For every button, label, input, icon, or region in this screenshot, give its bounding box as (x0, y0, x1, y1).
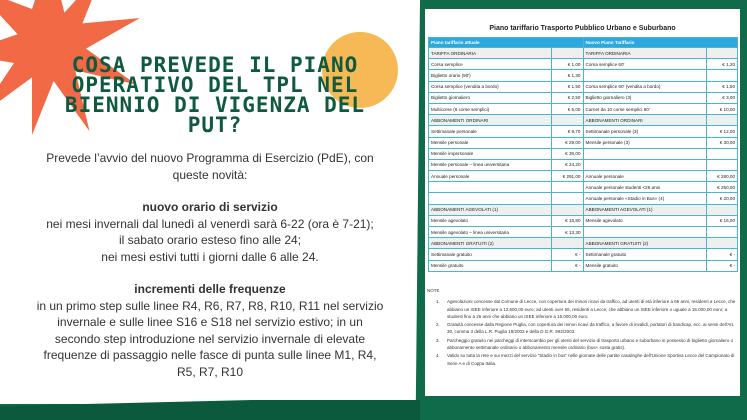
price-current: € - (552, 260, 584, 271)
label-new (583, 70, 706, 81)
price-new: € 280,00 (706, 171, 738, 182)
label-new (583, 227, 706, 238)
label-current: Biglietto giornaliero (429, 92, 552, 103)
price-new: € - (706, 249, 738, 260)
label-new: Corsa semplice 60' (583, 59, 706, 70)
price-current: € 291,00 (552, 171, 584, 182)
price-new: € 16,00 (706, 215, 738, 226)
price-current: € 29,00 (552, 137, 584, 148)
table-row (429, 215, 738, 226)
table-row (429, 81, 738, 92)
label-new: Settimanale personale (3) (583, 126, 706, 137)
price-current: € 36,00 (552, 148, 584, 159)
price-new: € - (706, 260, 738, 271)
label-current: Biglietto orario (90') (429, 70, 552, 81)
notes-heading: NOTE (427, 288, 440, 293)
label-new: Mensile gratuito (583, 260, 706, 271)
price-new: € 10,00 (706, 103, 738, 114)
table-row (429, 59, 738, 70)
label-new (583, 148, 706, 159)
table-row (429, 227, 738, 238)
price-current: € 24,20 (552, 159, 584, 170)
price-new (706, 159, 738, 170)
label-current: Mensile agevolato (429, 215, 552, 226)
table-row (429, 126, 738, 137)
label-new (583, 159, 706, 170)
label-current: Corsa semplice (429, 59, 552, 70)
header-new: Nuovo Piano Tariffario (583, 38, 738, 48)
price-new: € 3,00 (706, 92, 738, 103)
table-row (429, 260, 738, 271)
label-current: Mensile personale (429, 137, 552, 148)
notes (427, 287, 737, 368)
note-item: 3. Parcheggio gratuito nei parcheggi di interscambio per gli utenti del servizio di trasporto urbano e suburbano in possesso di biglietto giornaliero o abbonamento settimanale ordinario o abbonamento mensile ordinario (bus+ sosta gratis). (441, 337, 737, 352)
label-new: ABBONAMENTI AGEVOLATI (1) (583, 204, 706, 215)
price-new: € 250,00 (706, 182, 738, 193)
price-current (552, 48, 584, 59)
price-new (706, 48, 738, 59)
table-row (429, 148, 738, 159)
header-current: Piano tariffario attuale (429, 38, 584, 48)
label-new: TARIFFA ORDINARIA (583, 48, 706, 59)
table-row (429, 182, 738, 193)
price-current: € - (552, 249, 584, 260)
table-row (429, 238, 738, 249)
tariff-table (428, 37, 738, 272)
label-new: Mensile agevolato (583, 215, 706, 226)
tariff-card (425, 9, 740, 396)
label-current (429, 182, 552, 193)
label-new: Biglietto giornaliero (3) (583, 92, 706, 103)
section2-heading: incrementi delle frequenze (134, 282, 286, 296)
label-current: Annuale personale (429, 171, 552, 182)
price-new (706, 238, 738, 249)
intro-text: Prevede l’avvio del nuovo Programma di Esercizio (PdE), con queste novità: (46, 151, 374, 182)
price-new (706, 148, 738, 159)
table-row (429, 115, 738, 126)
table-row (429, 204, 738, 215)
table-row (429, 48, 738, 59)
table-row (429, 159, 738, 170)
label-current: ABBONAMENTI GRATUITI (2) (429, 238, 552, 249)
section1-line: il sabato orario esteso fino alle 24; (118, 233, 302, 247)
price-new: € 1,50 (706, 81, 738, 92)
price-current (552, 182, 584, 193)
label-current: Multicorse (6 corse semplici) (429, 103, 552, 114)
label-current: Settimanale personale (429, 126, 552, 137)
label-current: ABBONAMENTI AGEVOLATI (1) (429, 204, 552, 215)
note-item: 4. Valido su tutta la rete e sui mezzi del servizio "Stadio in bus" nelle giornate delle partite casalinghe dell'Unione Sportiva Lecce del Campionato di Serie A e di Coppa Italia. (441, 352, 737, 367)
table-row (429, 137, 738, 148)
table-row (429, 193, 738, 204)
label-new: Mensile personale (3) (583, 137, 706, 148)
price-new (706, 70, 738, 81)
label-new: Carnet da 10 corse semplici 60' (583, 103, 706, 114)
label-new: Corsa semplice 60' (vendita a bordo) (583, 81, 706, 92)
section1-heading: nuovo orario di servizio (142, 200, 278, 214)
price-new: € 20,00 (706, 193, 738, 204)
table-title: Piano tariffario Trasporto Pubblico Urbano e Suburbano (489, 25, 676, 32)
price-new: € 1,20 (706, 59, 738, 70)
label-new: ABBONAMENTI ORDINARI (583, 115, 706, 126)
label-current: TARIFFA ORDINARIA (429, 48, 552, 59)
price-new: € 30,00 (706, 137, 738, 148)
label-current: ABBONAMENTI ORDINARI (429, 115, 552, 126)
slide-body (35, 150, 385, 380)
label-current: Settimanale gratuito (429, 249, 552, 260)
table-row (429, 171, 738, 182)
price-current: € 13,30 (552, 227, 584, 238)
price-new (706, 204, 738, 215)
label-new: Annuale personale «Stadio in Bus» (4) (583, 193, 706, 204)
label-current: Mensile personale – linea universitaria (429, 159, 552, 170)
table-row (429, 103, 738, 114)
label-current: Corsa semplice (vendita a bordo) (429, 81, 552, 92)
label-current: Mensile agevolato – linea universitaria (429, 227, 552, 238)
price-new (706, 115, 738, 126)
label-new: Annuale personale (583, 171, 706, 182)
price-current: € 5,00 (552, 103, 584, 114)
price-current (552, 193, 584, 204)
label-new: ABBONAMENTI GRATUITI (2) (583, 238, 706, 249)
note-item: 1. Agevolazioni concesse dal Comune di Lecce, con copertura dei minori ricavi da traffico, ad utenti di età inferiore a 65 anni, residenti a Lecce, che abbiano un ISEE inferiore a 12.500,00 euro; ad utenti over 65, residenti a Lecce, che abbiano un ISEE inferiore o uguale a 15.000,00 euro; a studenti fino a 26 anni che abbiano un ISEE inferiore a 15.000,00 euro. (441, 298, 737, 320)
label-current: Mensile impersonale (429, 148, 552, 159)
label-new: Settimanale gratuito (583, 249, 706, 260)
note-item: 2. Gratuità concesse dalla Regione Puglia, con copertura dei minori ricavi da traffico, a favore di invalidi, portatori di handicap, ecc. ai sensi dell'Art. 30, comma 3 della L.R. Puglia 18/2002 e della D.G.R. 992/2003. (441, 321, 737, 336)
label-current (429, 193, 552, 204)
section1-line: nei mesi invernali dal lunedì al venerdì sarà 6-22 (ora è 7-21); (46, 216, 374, 231)
page-title: COSA PREVEDE IL PIANO OPERATIVO DEL TPL NEL BIENNIO DI VIGENZA DEL PUT? (64, 53, 366, 137)
label-current: Mensile gratuito (429, 260, 552, 271)
table-row (429, 70, 738, 81)
section2-text: in un primo step sulle linee R4, R6, R7, R8, R10, R11 nel servizio invernale e sulle linee S16 e S18 nel servizio estivo; in un secondo step introduzione nel servizio invernale di elevate frequenze di passaggio nelle fasce di punta sulle linee M1, R4, R5, R7, R10 (36, 298, 384, 379)
price-new: € 12,00 (706, 126, 738, 137)
price-current (552, 204, 584, 215)
price-current (552, 115, 584, 126)
price-current: € 1,50 (552, 81, 584, 92)
table-row (429, 249, 738, 260)
price-current: € 1,30 (552, 70, 584, 81)
label-new: Annuale personale studenti <26 anni (583, 182, 706, 193)
table-row (429, 92, 738, 103)
price-current (552, 238, 584, 249)
price-current: € 15,80 (552, 215, 584, 226)
price-current: € 9,70 (552, 126, 584, 137)
table-header (429, 38, 738, 48)
section1-line: nei mesi estivi tutti i giorni dalle 6 alle 24. (101, 249, 319, 264)
price-current: € 1,00 (552, 59, 584, 70)
price-new (706, 227, 738, 238)
price-current: € 2,50 (552, 92, 584, 103)
